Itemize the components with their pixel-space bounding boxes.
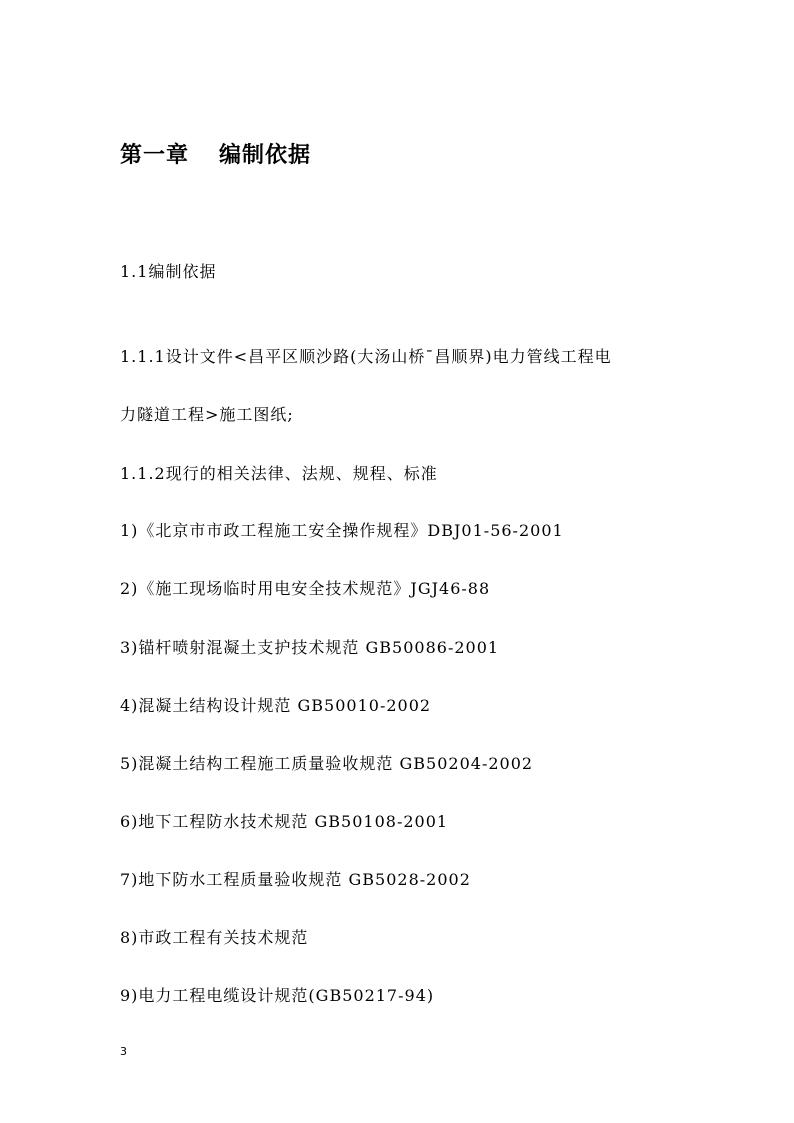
list-item: 2)《施工现场临时用电安全技术规范》JGJ46-88 [120, 579, 491, 598]
text-line: 1.1.2现行的相关法律、法规、规程、标准 [120, 464, 438, 483]
section-heading: 1.1编制依据 [120, 262, 217, 281]
list-item: 8)市政工程有关技术规范 [120, 928, 309, 947]
list-item: 5)混凝土结构工程施工质量验收规范 GB50204-2002 [120, 754, 534, 773]
list-item: 3)锚杆喷射混凝土支护技术规范 GB50086-2001 [120, 638, 500, 657]
list-item: 7)地下防水工程质量验收规范 GB5028-2002 [120, 870, 471, 889]
list-item: 9)电力工程电缆设计规范(GB50217-94) [120, 986, 435, 1005]
list-item: 4)混凝土结构设计规范 GB50010-2002 [120, 696, 432, 715]
chapter-title [120, 138, 311, 169]
text-line: 力隧道工程>施工图纸; [120, 405, 294, 424]
chapter-number: 第一章 [120, 143, 190, 168]
text-line: 1.1.1设计文件<昌平区顺沙路(大汤山桥¯昌顺界)电力管线工程电 [120, 347, 612, 366]
page-number: 3 [120, 1045, 127, 1058]
chapter-name: 编制依据 [219, 143, 312, 168]
list-item: 6)地下工程防水技术规范 GB50108-2001 [120, 812, 449, 831]
list-item: 1)《北京市市政工程施工安全操作规程》DBJ01-56-2001 [120, 521, 564, 540]
